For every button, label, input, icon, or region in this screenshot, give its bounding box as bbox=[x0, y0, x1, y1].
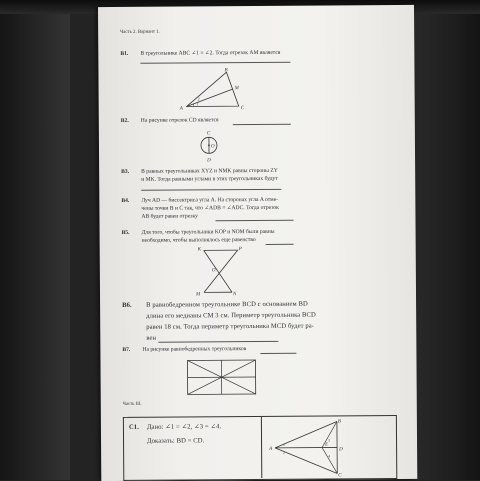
figure-c1-label-c: C bbox=[338, 473, 342, 478]
page-header: Часть 2. Вариант 1. bbox=[120, 31, 160, 36]
figure-b1-label-b: B bbox=[224, 68, 227, 73]
item-b3-number: В3. bbox=[121, 170, 129, 176]
figure-b1-label-m: M bbox=[234, 86, 240, 91]
figure-c1-angle-1: 1 bbox=[283, 443, 285, 447]
figure-c1-angle-3: 3 bbox=[328, 438, 330, 442]
item-b5-number: В5. bbox=[122, 231, 130, 237]
answer-line-b7 bbox=[260, 353, 296, 354]
figure-b2-circle bbox=[195, 126, 225, 162]
item-b4-number: В4. bbox=[121, 199, 129, 205]
answer-line-b5 bbox=[266, 244, 294, 245]
item-b4-line-2: чены точки B и C так, что ∠ADB = ∠ADC. Тогда отрезок bbox=[141, 206, 279, 213]
figure-c1-angle-4: 4 bbox=[328, 454, 330, 458]
figure-c1-angle-2: 2 bbox=[283, 451, 285, 455]
item-c1-prove: Доказать: BD = CD. bbox=[147, 438, 204, 445]
part-3-label: Часть III. bbox=[123, 403, 142, 408]
item-b6-line-1: В равнобедренном треугольнике BCD с основанием BD bbox=[146, 302, 308, 310]
figure-b1-angle-1: 1 bbox=[197, 101, 199, 106]
item-b6-line-4: вен bbox=[146, 336, 156, 343]
figure-b2-label-c: C bbox=[207, 131, 211, 136]
item-b3-line-1: В равных треугольниках XYZ и NMK равны стороны ZY bbox=[141, 169, 278, 176]
answer-line-b3 bbox=[141, 189, 281, 191]
background-right bbox=[412, 0, 480, 480]
item-b5-line-1: Для того, чтобы треугольники KOP и NOM были равны bbox=[142, 230, 275, 237]
figure-c1-label-b: B bbox=[338, 419, 341, 424]
item-b1-number: В1. bbox=[120, 52, 128, 58]
item-b1-text: В треугольнике ABC ∠1 = ∠2. Тогда отрезок AM является bbox=[140, 51, 280, 58]
figure-b5-label-k: K bbox=[197, 247, 202, 252]
figure-b7-rectangle bbox=[186, 359, 256, 395]
item-c1-given: Дано: ∠1 = ∠2, ∠3 = ∠4. bbox=[147, 424, 221, 431]
figure-c1-label-e: E bbox=[324, 442, 328, 447]
figure-c1-label-a: A bbox=[268, 447, 273, 452]
item-b6-line-2: длина его медианы CM 3 см. Периметр треугольника BCD bbox=[146, 313, 316, 321]
answer-line-b2 bbox=[233, 124, 291, 125]
figure-b5-label-n: N bbox=[232, 292, 237, 297]
item-b6-line-3: равен 18 см. Тогда периметр треугольника MCD будет ра- bbox=[146, 324, 314, 332]
figure-b5-label-o: O bbox=[212, 268, 216, 273]
figure-b5-triangles bbox=[192, 244, 248, 298]
background-left bbox=[0, 0, 70, 480]
figure-c1-label-d: D bbox=[338, 447, 343, 452]
item-b7-text: На рисунке равнобедренных треугольников bbox=[142, 347, 246, 353]
answer-line-b6 bbox=[158, 341, 278, 343]
item-b5-line-2: необходимо, чтобы выполнялось еще равенство bbox=[142, 238, 256, 244]
figure-b1-triangle bbox=[176, 64, 256, 113]
item-b3-line-2: и MK. Тогда равными углами в этих треугольниках будут bbox=[141, 177, 278, 184]
item-b2-number: В2. bbox=[121, 119, 129, 125]
figure-b5-label-m: M bbox=[195, 292, 201, 297]
figure-b2-label-o: O bbox=[211, 144, 215, 149]
item-b6-number: В6. bbox=[122, 303, 132, 310]
figure-b2-label-d: D bbox=[206, 158, 211, 163]
figure-b1-angle-2: 2 bbox=[198, 96, 200, 101]
answer-line-b4 bbox=[215, 220, 293, 222]
figure-b1-label-a: A bbox=[179, 107, 184, 112]
item-b4-line-3: AB будет равен отрезку bbox=[141, 214, 197, 220]
figure-b1-label-c: C bbox=[241, 106, 245, 111]
item-b4-line-1: Луч AD — биссектриса угла A. На сторонах угла A отме- bbox=[141, 198, 278, 205]
figure-b5-label-p: P bbox=[238, 247, 242, 252]
item-b7-number: В7. bbox=[122, 348, 130, 354]
worksheet-page bbox=[98, 5, 417, 481]
item-b2-text: На рисунке отрезок CD является bbox=[141, 118, 219, 124]
item-c1-number: С1. bbox=[129, 425, 139, 432]
figure-c1-triangles bbox=[267, 417, 347, 478]
